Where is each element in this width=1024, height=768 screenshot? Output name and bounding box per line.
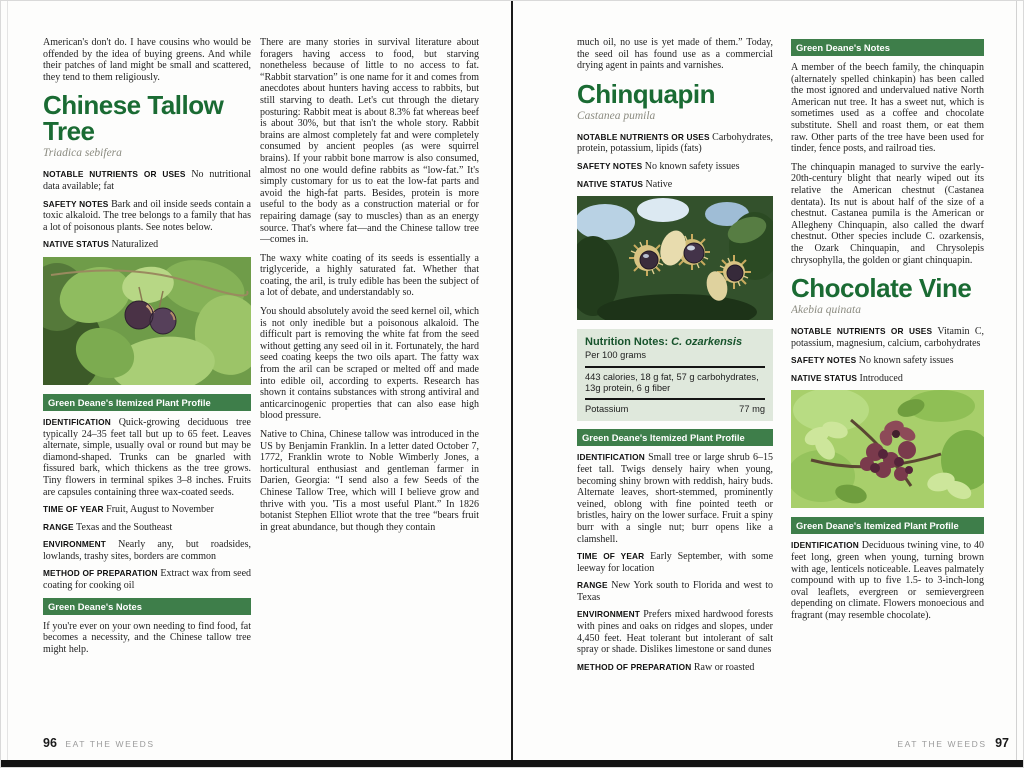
nutrition-title-prefix: Nutrition Notes: [585,336,672,349]
nutrition-title-species: C. ozarkensis [671,336,743,349]
profile-header-bar: Green Deane's Itemized Plant Profile [791,517,984,534]
plant-title-chinese-tallow-tree: Chinese Tallow Tree [43,90,224,147]
field-label: NATIVE STATUS [791,372,858,383]
profile-header-bar: Green Deane's Itemized Plant Profile [577,429,773,446]
page96-column1 [43,37,251,749]
bottom-edge-bar [1,760,1024,767]
field-native-status [577,179,773,191]
field-label: IDENTIFICATION [577,452,645,463]
field-value: No known safety issues [858,355,954,367]
nutrition-row-value: 77 mg [739,403,765,414]
notes-paragraph: If you're ever on your own needing to find food, fat becomes a necessity, and the Chinese tallow tree might help. [43,620,251,655]
profile-method [577,662,773,674]
notes-paragraph: A member of the beech family, the chinquapin (alternately spelled chinkapin) has been called the most ignored and undervalued native North American nut tree. It has a sweet nut, which is sometimes used as a coffee and chocolate substitute. Shell and roast them, or eat them raw. Other parts of the tree have been used for tinder, fence posts, and railroad ties. [791,62,984,155]
body-paragraph: The waxy white coating of its seeds is essentially a triglyceride, a highly saturated fat. Whether that coating, the aril, is truly edible has been the subject of a lot of debate, and understandably so. [260,252,479,299]
footer-left [43,734,159,752]
field-label: TIME OF YEAR [577,551,645,562]
field-value: Bark and oil inside seeds contain a toxic alkaloid. The tree belongs to a family that has a lot of poisonous plants. See notes below. [43,198,251,233]
profile-identification [43,417,251,498]
field-notable-nutrients [43,169,251,192]
field-label: METHOD OF PREPARATION [43,568,158,579]
book-title-running-footer: EAT THE WEEDS [897,739,987,749]
field-label: NATIVE STATUS [43,239,110,250]
field-value: Fruit, August to November [106,504,214,516]
nutrition-divider [585,398,765,400]
field-safety-notes [577,161,773,173]
field-value: Introduced [859,372,903,384]
page-gutter-divider [511,1,513,768]
nutrition-title [585,336,765,348]
chinquapin-photo [577,196,773,320]
field-label: NOTABLE NUTRIENTS OR USES [791,326,933,337]
field-value: Native [645,178,673,190]
page97-column1 [577,37,773,749]
field-value: Vitamin C, potassium, magnesium, calcium, carbohydrates [791,326,984,349]
page96-column2 [260,37,479,749]
notes-header-bar: Green Deane's Notes [43,598,251,615]
field-value: Small tree or large shrub 6–15 feet tall. Twigs densely hairy when young, becoming shiny brown with reddish, hairy buds. Alternate leaves, short-stemmed, prominently veined, oblong with fine pointed teeth or bristles, hairy on the lower surface. Fruit a spiny burr with a single nut; burr opens like a clamshell. [577,452,773,545]
field-value: Quick-growing deciduous tree typically 24–35 feet tall but up to 65 feet. Leaves alternate, simple, usually oval or round but may be diamond-shaped. Trunks can be gnarled with fissured bark, which thickens as the tree grows. Tiny flowers in terminal spikes 3–8 inches. Fruits are capsules containing three wax-coated seeds. [43,416,251,498]
latin-name: Triadica sebifera [43,147,122,160]
body-paragraph: There are many stories in survival literature about foragers having access to food, but starving nonetheless because of little to no access to fat. “Rabbit starvation” is one name for it and comes from anecdotes about hunters having access to rabbits, but still starving to death. Let's cut through the dietary posturing: Rabbit meat is about 8.3% fat whereas beef is about 30%, but that isn't the whole story. Rabbit brains are almost completely fat and were completely consumed by ancient peoples (as were squirrel brains). If your rabbit bone marrow is also consumed, almost no one would define rabbits as “low-fat.” It's simply customary for us to eat the low-fat parts and avoid the high-fat parts. Besides, protein is more useful to the body as a construction material or for repairing damage (say to muscles) than as an energy source. That's where fat—and the Chinese tallow tree—comes in. [260,37,479,246]
profile-environment [577,609,773,655]
field-value: Prefers mixed hardwood forests with pines and oaks on ridges and slopes, under 4,450 feet. Heat tolerant but intolerant of salt spray or shade. Dislikes limestone or sand dunes [577,609,773,656]
left-page-edge [7,1,8,768]
field-notable-nutrients [577,132,773,155]
page-number-96: 96 [43,736,57,750]
profile-identification [577,452,773,545]
page97-column2 [791,37,987,749]
profile-environment [43,539,251,562]
right-page-edge [1016,1,1017,768]
field-value: Carbohydrates, protein, potassium, lipids (fats) [577,131,773,155]
continuation-paragraph: much oil, no use is yet made of them.” Today, the seed oil has found use as a commercial drying agent in paints and varnishes. [577,37,773,72]
field-label: SAFETY NOTES [43,198,109,209]
profile-header-bar: Green Deane's Itemized Plant Profile [43,394,251,411]
field-value: Raw or roasted [693,661,755,673]
profile-time-of-year [43,504,251,516]
notes-header-bar: Green Deane's Notes [791,39,984,56]
nutrition-divider [585,366,765,368]
field-value: No known safety issues [644,160,740,172]
body-paragraph: Native to China, Chinese tallow was introduced in the US by Benjamin Franklin. In a letter dated October 7, 1772, Franklin wrote to Noble Wimberly Jones, a horticultural enthusiast and gentleman farmer in Darien, Georgia: “I send also a few Seeds of the Chinese Tallow Tree, which will I believe grow and thrive with you. 'Tis a most useful Plant.” In 1826 botanist Stephen Elliot wrote that the tree “bears fruit in great abundance, but though they contain [260,429,479,533]
field-notable-nutrients [791,326,984,349]
latin-name: Akebia quinata [791,304,861,317]
nutrition-subtitle: Per 100 grams [585,350,646,361]
book-title-running-footer: EAT THE WEEDS [65,739,155,749]
footer-right [893,734,1009,752]
field-value: Texas and the Southeast [76,521,173,533]
latin-name: Castanea pumila [577,109,656,122]
nutrition-notes-box [577,329,773,421]
field-value: Extract wax from seed coating for cooking oil [43,568,251,592]
field-safety-notes [791,355,984,367]
profile-time-of-year [577,551,773,574]
nutrition-macros: 443 calories, 18 g fat, 57 g carbohydrates, 13g protein, 6 g fiber [585,371,759,394]
field-label: METHOD OF PREPARATION [577,661,692,672]
chocolate-vine-photo [791,390,984,508]
chinese-tallow-photo [43,257,251,385]
field-label: TIME OF YEAR [43,504,104,515]
plant-title-chinquapin: Chinquapin [577,78,715,109]
field-native-status [43,239,251,251]
plant-title-chocolate-vine: Chocolate Vine [791,273,972,304]
profile-method [43,568,251,591]
field-label: IDENTIFICATION [791,540,859,551]
field-label: RANGE [43,521,74,532]
field-value: Deciduous twining vine, to 40 feet long, green when young, turning brown with age, lenticels noticeable. Leaves palmately compound with up to five 1.5- to 3-inch-long oval leaflets, evergreen or semievergreen depending on climate. Flowers monoecious and fragrant (may resemble chocolate). [791,540,984,622]
field-label: ENVIRONMENT [577,609,640,620]
field-value: New York south to Florida and west to Texas [577,580,773,603]
field-label: ENVIRONMENT [43,539,106,550]
field-safety-notes [43,199,251,234]
intro-paragraph: American's don't do. I have cousins who would be offended by the idea of buying greens. And while their patches of land might be small and scattered, they tend to them religiously. [43,37,251,83]
field-label: NOTABLE NUTRIENTS OR USES [43,169,186,180]
field-label: IDENTIFICATION [43,416,111,427]
field-value: Early September, with some leeway for location [577,551,773,574]
field-value: Naturalized [111,239,159,251]
field-label: NOTABLE NUTRIENTS OR USES [577,131,710,142]
nutrition-mineral-row [585,404,765,416]
page-number-97: 97 [995,736,1009,750]
field-native-status [791,373,984,385]
field-value: Nearly any, but roadsides, lowlands, trashy sites, borders are common [43,539,251,562]
nutrition-row-label: Potassium [585,403,629,414]
profile-identification [791,540,984,621]
field-label: NATIVE STATUS [577,178,644,189]
field-label: SAFETY NOTES [577,160,643,171]
field-label: RANGE [577,580,608,591]
field-label: SAFETY NOTES [791,355,857,366]
profile-range [43,522,251,534]
notes-paragraph: The chinquapin managed to survive the early-20th-century blight that nearly wiped out its relative the American chestnut (Castanea dentata). Its nut is about half of the size of a chestnut. Castanea pumila is the American or Allegheny Chinquapin, also called the dwarf chestnut. Other species include C. ozarkensis, the Ozark Chinquapin, and Chrysolepis chrysophylla, the golden or giant chinquapin. [791,161,984,266]
field-value: No nutritional data available; fat [43,169,251,192]
body-paragraph: You should absolutely avoid the seed kernel oil, which is not only inedible but a poisonous alkaloid. The difficult part is removing the white fat from the seed without getting any seed oil in it. Fortunately, the hard seed coating keeps the two oils apart. The fatty wax from the aril can be scraped or melted off and made into edible oil, according to experts. Research has shown it contains substances with strong antiviral and anticarcinogenic properties that can also ease high blood pressure. [260,306,479,422]
profile-range [577,580,773,603]
